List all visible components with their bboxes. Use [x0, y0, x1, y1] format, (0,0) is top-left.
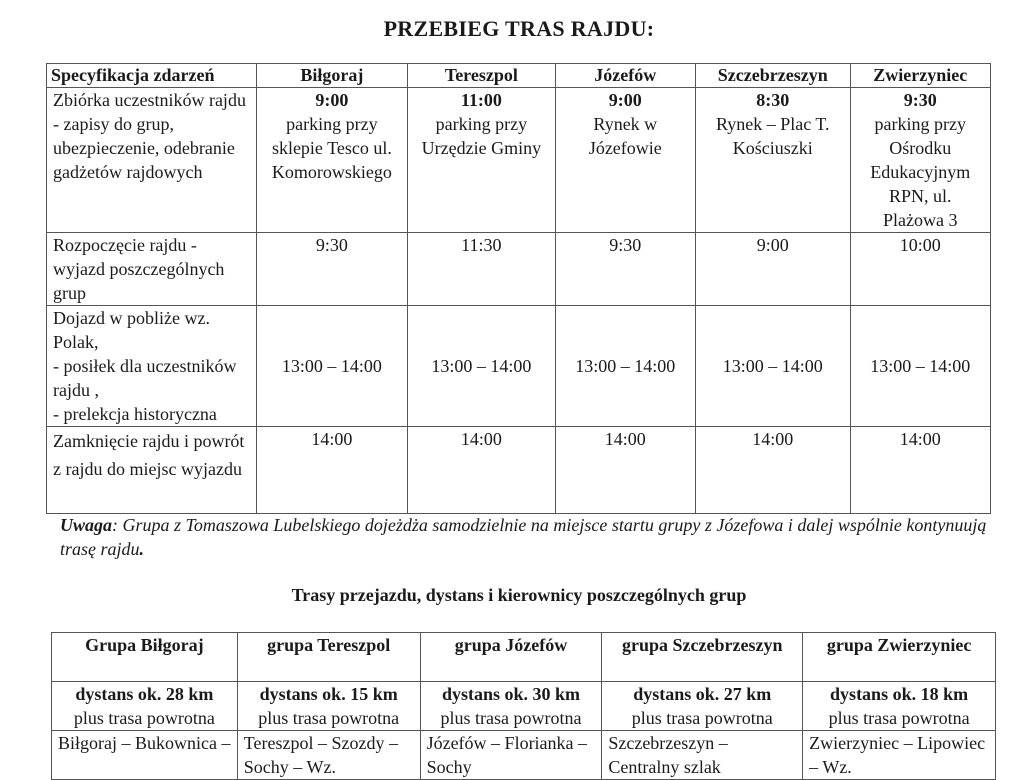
- distance-value: dystans ok. 27 km: [633, 684, 772, 704]
- group-name: grupa Zwierzyniec: [803, 633, 996, 682]
- distance-note: plus trasa powrotna: [73, 708, 215, 728]
- distance-cell: [52, 682, 238, 731]
- time-value: 9:00: [608, 90, 642, 110]
- time-value: 11:00: [460, 90, 502, 110]
- routes-title: Trasy przejazdu, dystans i kierownicy poszczególnych grup: [291, 585, 747, 605]
- time-value: 8:30: [756, 90, 790, 110]
- table-row: [47, 233, 991, 306]
- table-cell: [256, 88, 407, 233]
- distance-value: dystans ok. 18 km: [830, 684, 969, 704]
- column-header: Tereszpol: [408, 64, 555, 88]
- table-cell: 11:30: [408, 233, 555, 306]
- note-paragraph: [60, 513, 990, 561]
- document-title: PRZEBIEG TRAS RAJDU:: [383, 16, 655, 41]
- column-header: Biłgoraj: [256, 64, 407, 88]
- table-cell: 13:00 – 14:00: [696, 306, 850, 427]
- column-header: Zwierzyniec: [850, 64, 991, 88]
- place-value: parking przy Ośrodku Edukacyjnym RPN, ul. Plażowa 3: [870, 114, 971, 230]
- note-text: : Grupa z Tomaszowa Lubelskiego dojeżdża samodzielnie na miejsce startu grupy z Józefowa i dalej wspólnie kontynuują trasę rajdu: [60, 515, 987, 559]
- distance-note: plus trasa powrotna: [440, 708, 582, 728]
- place-value: Rynek w Józefowie: [588, 114, 662, 158]
- row-label: Rozpoczęcie rajdu - wyjazd poszczególnych grup: [47, 233, 257, 306]
- place-value: parking przy Urzędzie Gminy: [421, 114, 542, 158]
- row-label: Zamknięcie rajdu i powrót z rajdu do miejsc wyjazdu: [47, 427, 257, 514]
- distance-note: plus trasa powrotna: [258, 708, 400, 728]
- table-cell: [555, 88, 695, 233]
- table-cell: [850, 88, 991, 233]
- row-label-line: Dojazd w pobliże wz. Polak,: [53, 308, 210, 352]
- group-name: grupa Szczebrzeszyn: [602, 633, 803, 682]
- row-label-line: - prelekcja historyczna: [53, 404, 217, 424]
- row-label: Zbiórka uczestników rajdu - zapisy do grup, ubezpieczenie, odebranie gadżetów rajdowych: [47, 88, 257, 233]
- place-value: Rynek – Plac T. Kościuszki: [715, 114, 830, 158]
- group-name: grupa Józefów: [420, 633, 602, 682]
- group-name: grupa Tereszpol: [237, 633, 420, 682]
- distance-cell: [803, 682, 996, 731]
- table-cell: 14:00: [696, 427, 850, 514]
- column-header: Józefów: [555, 64, 695, 88]
- route-row: [52, 731, 996, 780]
- note-prefix: Uwaga: [60, 515, 113, 535]
- schedule-header-row: [47, 64, 991, 88]
- route-cell: Biłgoraj – Bukownica –: [52, 731, 238, 780]
- table-cell: 13:00 – 14:00: [850, 306, 991, 427]
- route-cell: Józefów – Florianka – Sochy: [420, 731, 602, 780]
- group-name: Grupa Biłgoraj: [52, 633, 238, 682]
- table-cell: 13:00 – 14:00: [256, 306, 407, 427]
- route-cell: Tereszpol – Szozdy – Sochy – Wz.: [237, 731, 420, 780]
- table-cell: 9:00: [696, 233, 850, 306]
- table-cell: 14:00: [850, 427, 991, 514]
- time-value: 9:00: [315, 90, 349, 110]
- table-row: [47, 427, 991, 514]
- table-cell: 13:00 – 14:00: [555, 306, 695, 427]
- table-cell: 9:30: [256, 233, 407, 306]
- table-cell: 13:00 – 14:00: [408, 306, 555, 427]
- table-cell: 9:30: [555, 233, 695, 306]
- table-cell: 14:00: [408, 427, 555, 514]
- column-header: Specyfikacja zdarzeń: [47, 64, 257, 88]
- distance-note: plus trasa powrotna: [631, 708, 773, 728]
- distance-cell: [237, 682, 420, 731]
- table-cell: [408, 88, 555, 233]
- place-value: parking przy sklepie Tesco ul. Komorowskiego: [271, 114, 392, 182]
- table-cell: 14:00: [256, 427, 407, 514]
- note-suffix: .: [139, 539, 145, 559]
- distance-value: dystans ok. 30 km: [441, 684, 580, 704]
- route-cell: Szczebrzeszyn – Centralny szlak: [602, 731, 803, 780]
- distance-row: [52, 682, 996, 731]
- distance-value: dystans ok. 28 km: [75, 684, 214, 704]
- table-cell: 14:00: [555, 427, 695, 514]
- table-row: [47, 88, 991, 233]
- row-label-line: - posiłek dla uczestników rajdu ,: [53, 356, 237, 400]
- table-cell: [696, 88, 850, 233]
- distance-cell: [602, 682, 803, 731]
- routes-header-row: [52, 633, 996, 682]
- distance-value: dystans ok. 15 km: [259, 684, 398, 704]
- distance-cell: [420, 682, 602, 731]
- route-cell: Zwierzyniec – Lipowiec – Wz.: [803, 731, 996, 780]
- row-label: [47, 306, 257, 427]
- routes-table: [51, 632, 996, 780]
- column-header: Szczebrzeszyn: [696, 64, 850, 88]
- schedule-table: [46, 63, 991, 514]
- table-cell: 10:00: [850, 233, 991, 306]
- time-value: 9:30: [903, 90, 937, 110]
- distance-note: plus trasa powrotna: [828, 708, 970, 728]
- table-row: [47, 306, 991, 427]
